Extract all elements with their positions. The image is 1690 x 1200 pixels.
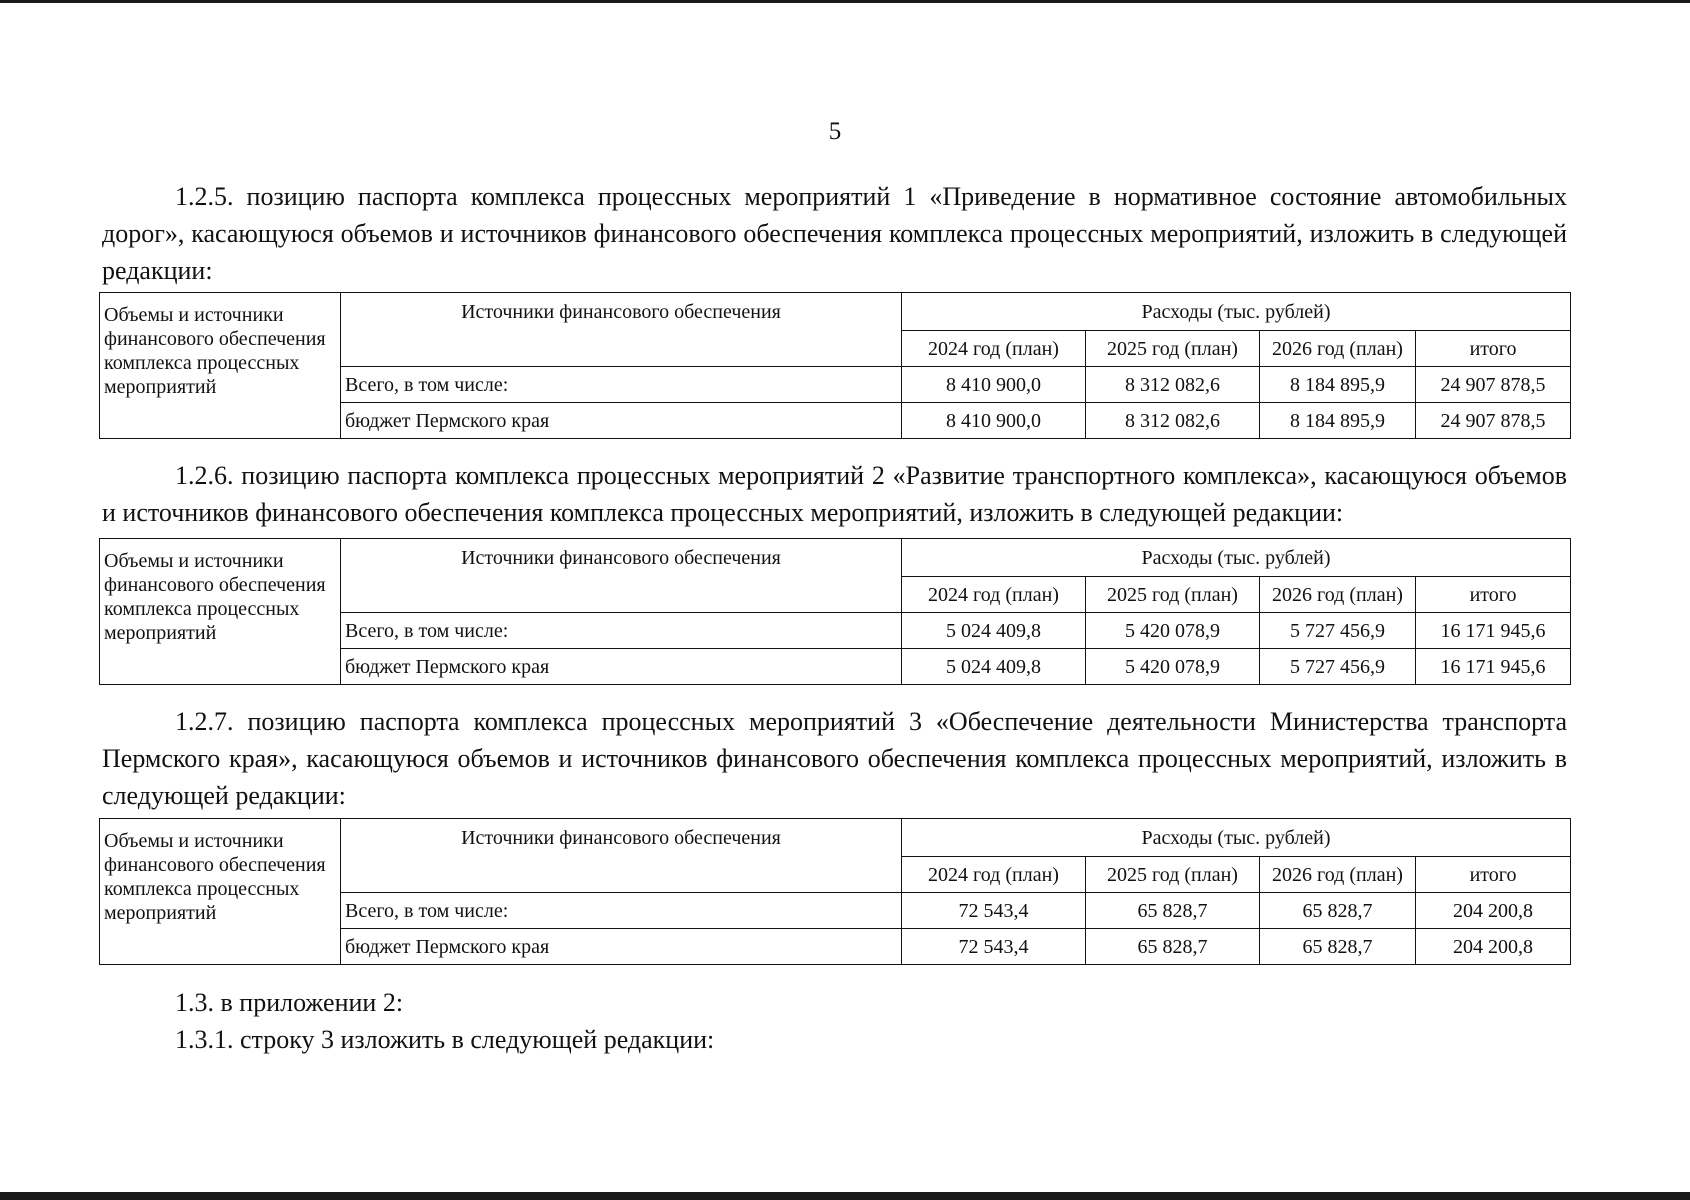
section-1-2-6-text: 1.2.6. позицию паспорта комплекса процессных мероприятий 2 «Развитие транспортного комплекса», касающуюся объемов и источников финансового обеспечения комплекса процессных мероприятий, изложить в следующей редакции:: [102, 461, 1567, 527]
table-label: Объемы и источники финансового обеспечения комплекса процессных мероприятий: [100, 819, 341, 965]
year-header: 2026 год (план): [1260, 331, 1416, 367]
source-cell: бюджет Пермского края: [341, 403, 902, 439]
total-header: итого: [1416, 577, 1571, 613]
value-cell: 72 543,4: [902, 929, 1086, 965]
value-cell: 204 200,8: [1416, 893, 1571, 929]
value-cell: 8 312 082,6: [1086, 403, 1260, 439]
value-cell: 16 171 945,6: [1416, 613, 1571, 649]
year-header: 2025 год (план): [1086, 857, 1260, 893]
section-1-2-7-text: 1.2.7. позицию паспорта комплекса процессных мероприятий 3 «Обеспечение деятельности Министерства транспорта Пермского края», касающуюся объемов и источников финансового обеспечения комплекса процессных мероприятий, изложить в следующей редакции:: [102, 707, 1567, 810]
value-cell: 8 184 895,9: [1260, 403, 1416, 439]
year-header: 2025 год (план): [1086, 577, 1260, 613]
value-cell: 65 828,7: [1086, 929, 1260, 965]
table-label: Объемы и источники финансового обеспечения комплекса процессных мероприятий: [100, 293, 341, 439]
value-cell: 8 410 900,0: [902, 367, 1086, 403]
scan-edge-top: [0, 0, 1690, 3]
value-cell: 8 184 895,9: [1260, 367, 1416, 403]
sources-header: Источники финансового обеспечения: [341, 819, 902, 893]
value-cell: 24 907 878,5: [1416, 403, 1571, 439]
total-header: итого: [1416, 331, 1571, 367]
finance-table-2: [99, 538, 1571, 685]
expenses-header: Расходы (тыс. рублей): [902, 539, 1571, 577]
value-cell: 5 024 409,8: [902, 613, 1086, 649]
sources-header: Источники финансового обеспечения: [341, 293, 902, 367]
year-header: 2026 год (план): [1260, 857, 1416, 893]
value-cell: 5 727 456,9: [1260, 649, 1416, 685]
source-cell: бюджет Пермского края: [341, 929, 902, 965]
value-cell: 16 171 945,6: [1416, 649, 1571, 685]
value-cell: 8 410 900,0: [902, 403, 1086, 439]
scan-edge-bottom: [0, 1192, 1690, 1200]
value-cell: 65 828,7: [1260, 893, 1416, 929]
section-1-2-5-text: 1.2.5. позицию паспорта комплекса процессных мероприятий 1 «Приведение в нормативное состояние автомобильных дорог», касающуюся объемов и источников финансового обеспечения комплекса процессных мероприятий, изложить в следующей редакции:: [102, 182, 1567, 285]
value-cell: 204 200,8: [1416, 929, 1571, 965]
year-header: 2024 год (план): [902, 577, 1086, 613]
expenses-header: Расходы (тыс. рублей): [902, 293, 1571, 331]
source-cell: Всего, в том числе:: [341, 893, 902, 929]
source-cell: Всего, в том числе:: [341, 613, 902, 649]
value-cell: 8 312 082,6: [1086, 367, 1260, 403]
value-cell: 5 420 078,9: [1086, 649, 1260, 685]
value-cell: 5 420 078,9: [1086, 613, 1260, 649]
total-header: итого: [1416, 857, 1571, 893]
value-cell: 72 543,4: [902, 893, 1086, 929]
value-cell: 65 828,7: [1086, 893, 1260, 929]
year-header: 2024 год (план): [902, 857, 1086, 893]
source-cell: Всего, в том числе:: [341, 367, 902, 403]
value-cell: 5 024 409,8: [902, 649, 1086, 685]
sources-header: Источники финансового обеспечения: [341, 539, 902, 613]
expenses-header: Расходы (тыс. рублей): [902, 819, 1571, 857]
year-header: 2024 год (план): [902, 331, 1086, 367]
section-1-3-text: 1.3. в приложении 2:: [175, 988, 404, 1017]
source-cell: бюджет Пермского края: [341, 649, 902, 685]
year-header: 2026 год (план): [1260, 577, 1416, 613]
value-cell: 24 907 878,5: [1416, 367, 1571, 403]
year-header: 2025 год (план): [1086, 331, 1260, 367]
finance-table-3: [99, 818, 1571, 965]
value-cell: 5 727 456,9: [1260, 613, 1416, 649]
page-number: 5: [828, 118, 842, 145]
value-cell: 65 828,7: [1260, 929, 1416, 965]
table-label: Объемы и источники финансового обеспечения комплекса процессных мероприятий: [100, 539, 341, 685]
finance-table-1: [99, 292, 1571, 439]
section-1-3-1-text: 1.3.1. строку 3 изложить в следующей редакции:: [175, 1025, 715, 1054]
